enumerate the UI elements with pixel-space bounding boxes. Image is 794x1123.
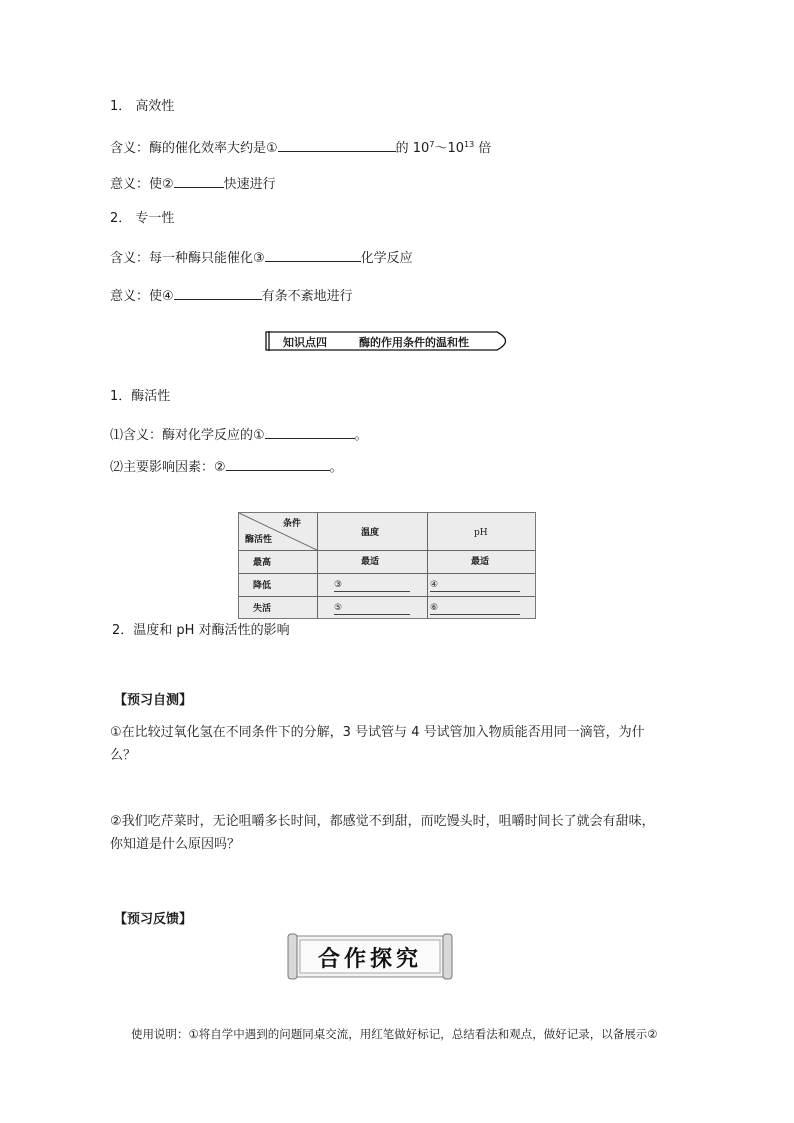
- corner-header-bottom: 酶活性: [245, 535, 273, 545]
- significance-prefix: 意义：使②: [110, 177, 174, 192]
- conditions-table: [238, 512, 536, 619]
- enzyme-activity-factors: [110, 456, 343, 477]
- meaning-prefix: 含义：酶的催化效率大约是①: [110, 141, 278, 156]
- high-efficiency-significance: [110, 173, 276, 194]
- item2-suffix: 。: [329, 460, 343, 475]
- question-1-line-2: 么？: [110, 748, 137, 763]
- preview-test-heading: 【预习自测】: [114, 693, 193, 708]
- exponent-13: 13: [463, 140, 475, 149]
- table-cell: ⑤: [334, 603, 343, 613]
- range-text: ～10: [434, 141, 464, 156]
- table-cell: 最适: [471, 557, 490, 567]
- table-divider: [239, 573, 535, 574]
- knowledge-point-banner: [265, 329, 515, 353]
- fill-blank-2[interactable]: [174, 173, 224, 188]
- specificity-significance: [110, 285, 353, 306]
- item1-prefix: ⑴含义：酶对化学反应的①: [110, 428, 265, 443]
- significance-suffix: 有条不紊地进行: [261, 289, 353, 304]
- item1-suffix: 。: [354, 428, 368, 443]
- high-efficiency-meaning: [110, 136, 491, 158]
- fill-blank-6[interactable]: [226, 456, 330, 471]
- table-cell: 最适: [361, 557, 380, 567]
- meaning-suffix: 的 10: [395, 141, 430, 156]
- meaning-suffix: 化学反应: [360, 251, 413, 266]
- row-label: 最高: [253, 558, 272, 568]
- fill-blank-7[interactable]: [334, 590, 410, 592]
- table-cell: ③: [334, 580, 343, 590]
- row-label: 降低: [253, 581, 272, 591]
- table-cell: ④: [430, 580, 439, 590]
- table-divider: [427, 513, 428, 618]
- item2-prefix: ⑵主要影响因素：②: [110, 460, 226, 475]
- column-header-ph: pH: [474, 528, 488, 538]
- table-divider: [239, 596, 535, 597]
- fill-blank-9[interactable]: [334, 613, 410, 615]
- enzyme-activity-meaning: [110, 424, 368, 445]
- table-divider: [317, 513, 318, 618]
- fill-blank-4[interactable]: [174, 285, 262, 300]
- fill-blank-5[interactable]: [265, 424, 355, 439]
- meaning-prefix: 含义：每一种酶只能催化③: [110, 251, 265, 266]
- question-2-line-1: ②我们吃芹菜时，无论咀嚼多长时间，都感觉不到甜，而吃馒头时，咀嚼时间长了就会有甜味，: [110, 814, 655, 829]
- preview-feedback-heading: 【预习反馈】: [114, 912, 193, 927]
- row-label: 失活: [253, 604, 272, 614]
- knowledge-point-title: 酶的作用条件的温和性: [359, 336, 469, 349]
- specificity-meaning: [110, 247, 413, 268]
- exponent-7: 7: [429, 140, 435, 149]
- question-2-line-2: 你知道是什么原因吗？: [110, 837, 241, 852]
- fill-blank-10[interactable]: [430, 613, 520, 615]
- corner-header-top: 条件: [283, 519, 302, 529]
- fill-blank-3[interactable]: [265, 247, 361, 262]
- heading-high-efficiency: 1． 高效性: [110, 99, 175, 114]
- heading-specificity: 2． 专一性: [110, 211, 175, 226]
- significance-suffix: 快速进行: [223, 177, 276, 192]
- column-header-temperature: 温度: [361, 528, 380, 538]
- times-text: 倍: [474, 141, 492, 156]
- heading-enzyme-activity: 1．酶活性: [110, 389, 171, 404]
- heading-temp-ph: 2．温度和 pH 对酶活性的影响: [112, 623, 290, 638]
- table-cell: ⑥: [430, 603, 439, 613]
- table-divider: [239, 550, 535, 551]
- cooperation-title: 合作探究: [317, 946, 422, 972]
- question-1-line-1: ①在比较过氧化氢在不同条件下的分解，3 号试管与 4 号试管加入物质能否用同一滴管，为什: [110, 725, 645, 740]
- fill-blank-8[interactable]: [430, 590, 520, 592]
- fill-blank-1[interactable]: [278, 137, 396, 152]
- knowledge-point-number: 知识点四: [283, 336, 327, 349]
- usage-note: 使用说明：①将自学中遇到的问题同桌交流，用红笔做好标记，总结看法和观点，做好记录，以备展示②: [131, 1027, 658, 1041]
- significance-prefix: 意义：使④: [110, 289, 174, 304]
- cooperation-plaque: [287, 933, 453, 980]
